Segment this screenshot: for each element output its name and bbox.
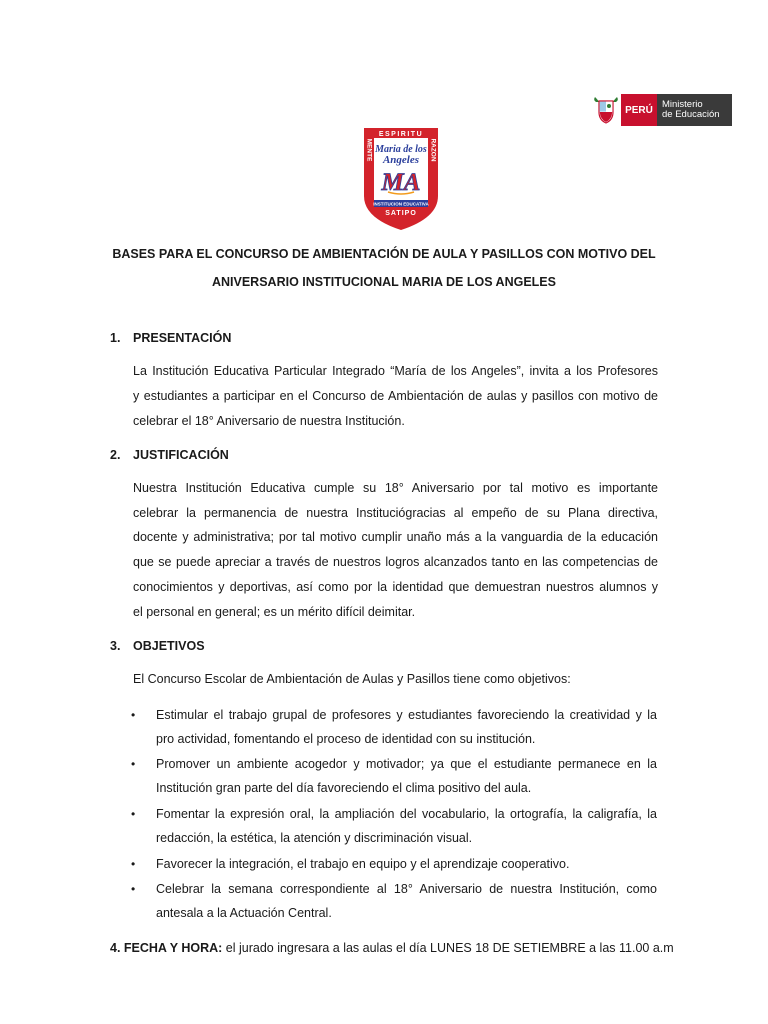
date-time-label: 4. FECHA Y HORA: <box>110 941 223 955</box>
bullet-icon: • <box>131 708 136 722</box>
section-number: 2. <box>110 448 121 462</box>
bullet-icon: • <box>131 757 136 771</box>
seal-name-line2: Angeles <box>382 154 420 166</box>
seal-razon: RAZON <box>429 138 437 162</box>
bullet-icon: • <box>131 857 136 871</box>
paragraph-line: que se puede apreciar a través de nuestros logros alcanzados tanto en las competencias de <box>133 555 658 569</box>
objective-item: Estimular el trabajo grupal de profesores y estudiantes favoreciendo la creatividad y la <box>156 708 657 722</box>
objective-item: Celebrar la semana correspondiente al 18° Aniversario de nuestra Institución, como <box>156 882 657 896</box>
paragraph-line: conocimientos y deportivas, así como por la identidad que demuestran nuestros alumnos y <box>133 580 658 594</box>
objective-item-continuation: redacción, la estética, la atención y discriminación visual. <box>156 831 473 845</box>
paragraph-line: La Institución Educativa Particular Integrado “María de los Angeles”, invita a los Profesores <box>133 364 658 378</box>
objectives-intro: El Concurso Escolar de Ambientación de Aulas y Pasillos tiene como objetivos: <box>133 672 571 686</box>
objective-item: Fomentar la expresión oral, la ampliación del vocabulario, la ortografía, la caligrafía, la <box>156 807 657 821</box>
paragraph-line: celebrar el 18° Aniversario de nuestra Institución. <box>133 414 405 428</box>
paragraph-line: el personal en general; es un mérito difícil deimitar. <box>133 605 416 619</box>
section-number: 3. <box>110 639 121 653</box>
paragraph-line: y estudiantes a participar en el Concurso de Ambientación de aulas y pasillos con motivo de <box>133 389 658 403</box>
objective-item-continuation: Institución gran parte del día favoreciendo el clima positivo del aula. <box>156 781 532 795</box>
seal-city: SATIPO <box>385 210 417 217</box>
ministry-logo <box>591 94 732 126</box>
objective-item: Favorecer la integración, el trabajo en equipo y el aprendizaje cooperativo. <box>156 857 570 871</box>
document-title-line2: ANIVERSARIO INSTITUCIONAL MARIA DE LOS ANGELES <box>211 275 556 289</box>
seal-espiritu: ESPIRITU <box>378 131 424 138</box>
document-title-line1: BASES PARA EL CONCURSO DE AMBIENTACIÓN DE AULA Y PASILLOS CON MOTIVO DEL <box>112 247 656 261</box>
seal-institution: INSTITUCION EDUCATIVA <box>373 201 429 207</box>
section-number: 1. <box>110 331 121 345</box>
seal-initials: MA <box>381 169 421 196</box>
objective-item: Promover un ambiente acogedor y motivador; ya que el estudiante permanece en la <box>156 757 657 771</box>
ministry-name: Ministerio de Educación <box>657 94 732 126</box>
objective-item-continuation: pro actividad, fomentando el proceso de identidad con su institución. <box>156 732 536 746</box>
bullet-icon: • <box>131 807 136 821</box>
date-time-line <box>110 941 674 955</box>
section-heading-presentacion: PRESENTACIÓN <box>133 331 232 345</box>
section-heading-justificacion: JUSTIFICACIÓN <box>133 448 229 462</box>
objective-item-continuation: antesala a la Actuación Central. <box>156 906 332 920</box>
seal-mente: MENTE <box>365 138 373 162</box>
ministry-country: PERÚ <box>621 94 657 126</box>
seal-name-line1: Maria de los <box>375 144 427 155</box>
coat-of-arms-icon <box>591 94 621 126</box>
paragraph-line: docente y administrativa; por tal motivo cumplir unaño más a la vanguardia de la educación <box>133 530 658 544</box>
school-seal <box>362 126 440 232</box>
paragraph-line: celebrar la permanencia de nuestra Instituciógracias al empeño de su Plana directiva, <box>133 506 658 520</box>
section-heading-objetivos: OBJETIVOS <box>133 639 205 653</box>
date-time-text: el jurado ingresara a las aulas el día LUNES 18 DE SETIEMBRE a las 11.00 a.m <box>222 941 674 955</box>
paragraph-line: Nuestra Institución Educativa cumple su 18° Aniversario por tal motivo es importante <box>133 481 658 495</box>
bullet-icon: • <box>131 882 136 896</box>
